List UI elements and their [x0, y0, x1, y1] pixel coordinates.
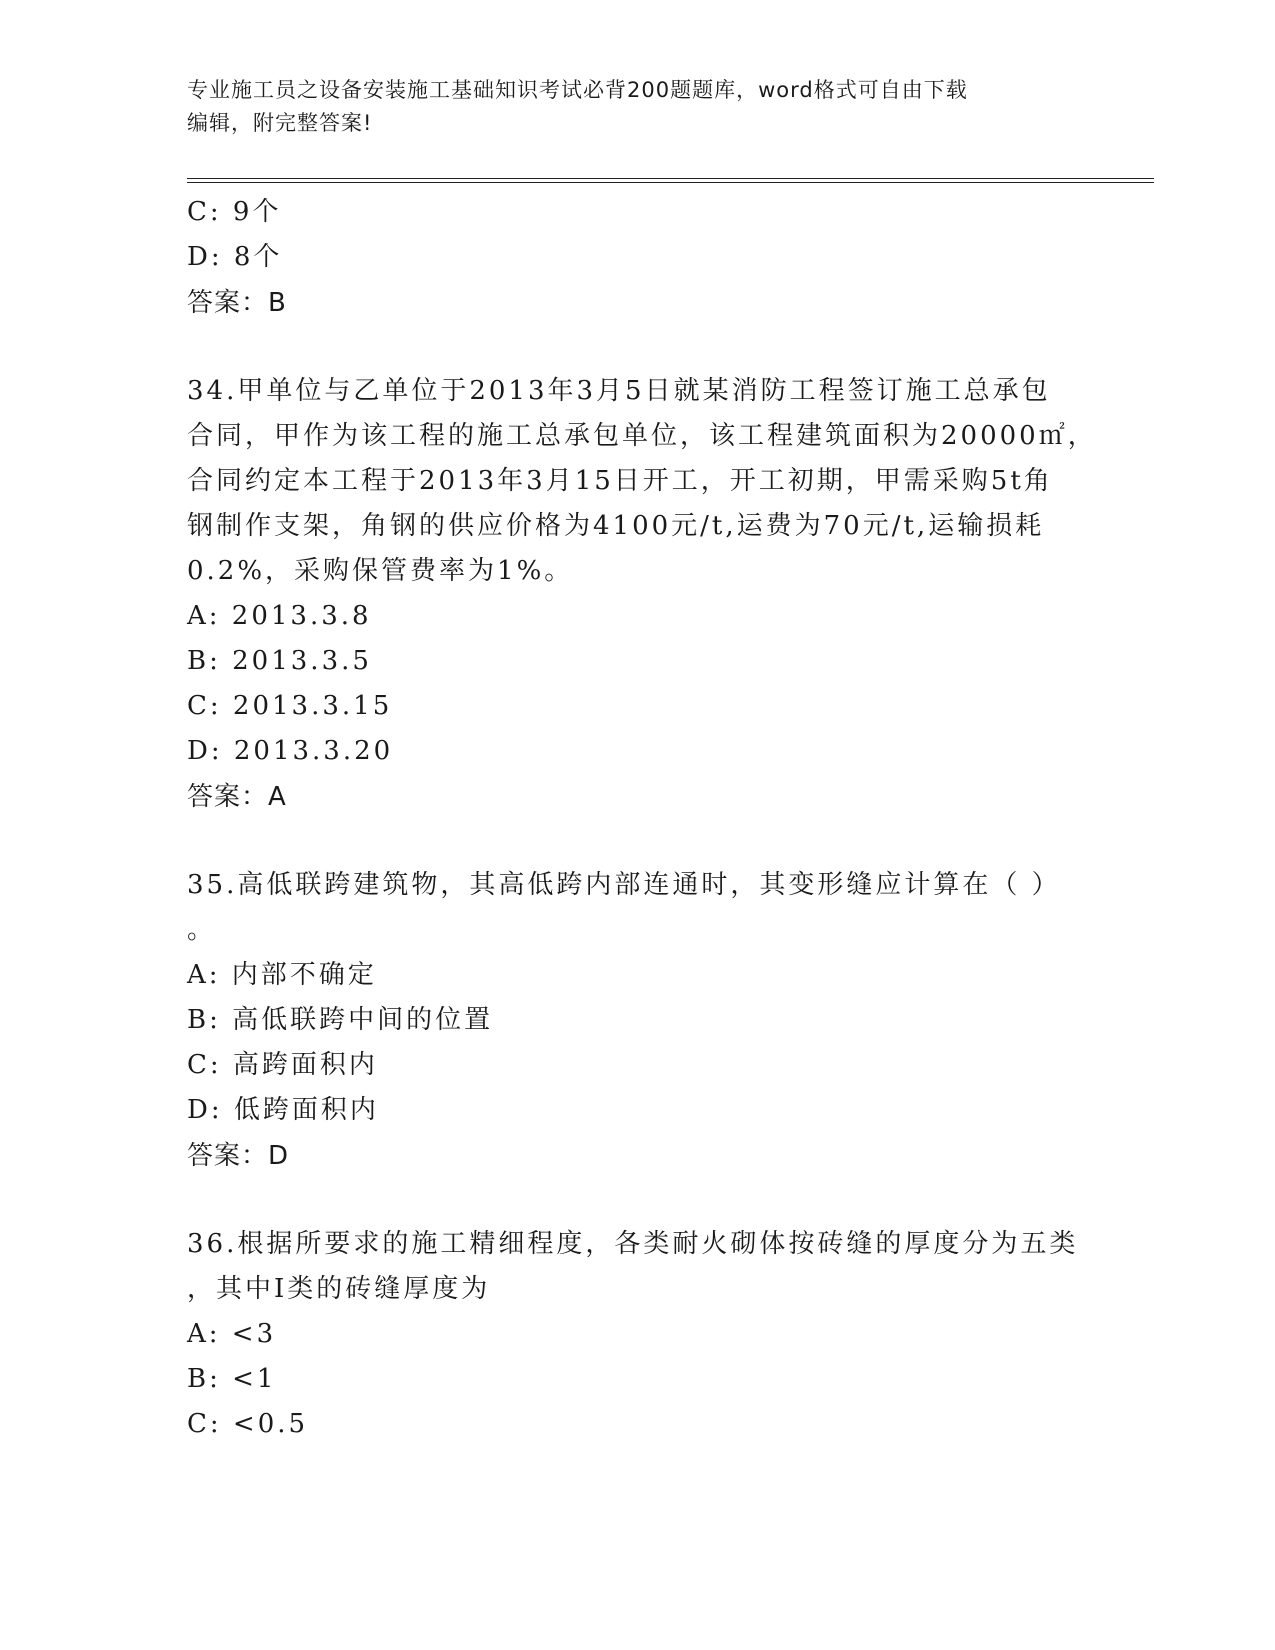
option-c: C: 9个 — [187, 197, 282, 227]
question-34 — [187, 369, 1097, 821]
option-a: A: <3 — [187, 1319, 277, 1349]
option-d: D: 低跨面积内 — [187, 1095, 379, 1125]
question-33-tail — [187, 190, 1087, 327]
question-spacer — [187, 1180, 1087, 1222]
answer-label: 答案：D — [187, 1141, 290, 1171]
question-line: 35.高低联跨建筑物，其高低跨内部连通时，其变形缝应计算在（ ） — [187, 870, 1061, 900]
question-spacer — [187, 821, 1087, 863]
option-c: C: 2013.3.15 — [187, 691, 393, 721]
option-c: C: 高跨面积内 — [187, 1050, 378, 1080]
header-title-line-2: 编辑，附完整答案! — [187, 111, 373, 135]
option-d: D: 8个 — [187, 242, 283, 272]
question-list — [187, 190, 1097, 1447]
header-divider — [187, 178, 1154, 183]
answer-label: 答案：A — [187, 782, 287, 812]
question-text — [187, 863, 1087, 953]
question-36 — [187, 1222, 1087, 1447]
answer-label: 答案：B — [187, 288, 287, 318]
question-text — [187, 1222, 1087, 1312]
option-b: B: 高低联跨中间的位置 — [187, 1005, 494, 1035]
question-line: 合同约定本工程于2013年3月15日开工，开工初期，甲需采购5t角 — [187, 466, 1053, 496]
question-line: 0.2%，采购保管费率为1%。 — [187, 556, 574, 586]
option-d: D: 2013.3.20 — [187, 736, 394, 766]
page-header — [187, 74, 1087, 140]
question-line: 。 — [187, 915, 217, 945]
question-line: 36.根据所要求的施工精细程度，各类耐火砌体按砖缝的厚度分为五类 — [187, 1229, 1079, 1259]
question-line: 34.甲单位与乙单位于2013年3月5日就某消防工程签订施工总承包 — [187, 376, 1051, 406]
question-35 — [187, 863, 1087, 1180]
question-spacer — [187, 327, 1087, 369]
header-title-line-1: 专业施工员之设备安装施工基础知识考试必背200题题库，word格式可自由下载 — [187, 78, 968, 102]
question-text — [187, 369, 1097, 594]
option-a: A: 2013.3.8 — [187, 601, 372, 631]
option-c: C: <0.5 — [187, 1409, 309, 1439]
option-b: B: 2013.3.5 — [187, 646, 372, 676]
question-line: 钢制作支架，角钢的供应价格为4100元/t,运费为70元/t,运输损耗 — [187, 511, 1045, 541]
question-line: ，其中I类的砖缝厚度为 — [187, 1274, 491, 1304]
option-a: A: 内部不确定 — [187, 960, 377, 990]
option-b: B: <1 — [187, 1364, 277, 1394]
question-line: 合同，甲作为该工程的施工总承包单位，该工程建筑面积为20000㎡， — [187, 421, 1097, 451]
